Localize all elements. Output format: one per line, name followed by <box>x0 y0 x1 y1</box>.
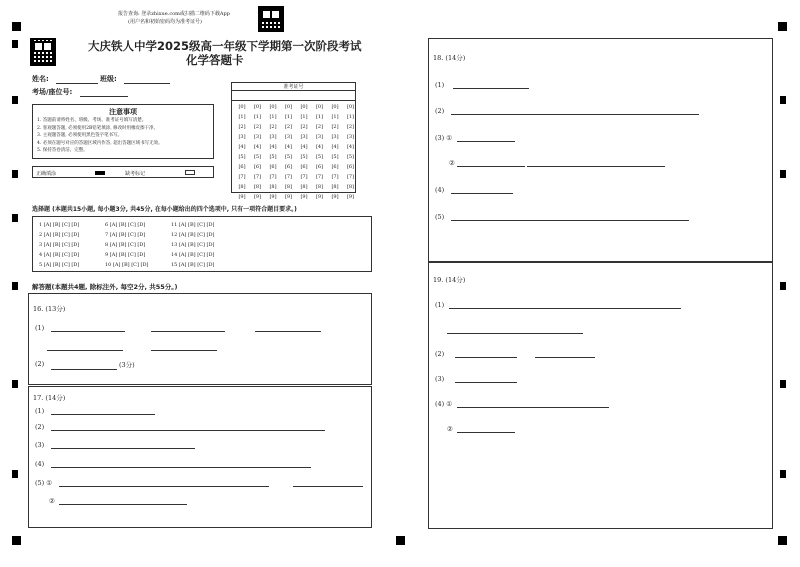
q18-part3b-label: ② <box>449 159 455 167</box>
exam-digit-bubble[interactable]: [1] <box>331 114 339 120</box>
exam-digit-bubble[interactable]: [0] <box>269 104 277 110</box>
notice-item: 1. 答题前请将姓名、班级、考场、准考证号填写清楚。 <box>37 118 147 123</box>
q16-part2-score: (3分) <box>119 361 135 369</box>
q19-answer-line[interactable] <box>449 308 681 309</box>
q17-answer-line[interactable] <box>51 467 311 468</box>
q18-heading: 18. (14分) <box>433 54 466 62</box>
mc-question[interactable]: 13 [A] [B] [C] [D] <box>171 242 215 248</box>
exam-digit-bubble[interactable]: [4] <box>300 144 308 150</box>
exam-digit-bubble[interactable]: [8] <box>315 184 324 190</box>
timing-mark <box>12 536 21 545</box>
mc-question[interactable]: 4 [A] [B] [C] [D] <box>39 252 80 258</box>
timing-mark <box>780 170 786 178</box>
exam-digit-bubble[interactable]: [1] <box>300 114 308 120</box>
exam-digit-bubble[interactable]: [2] <box>300 124 308 130</box>
timing-mark <box>780 282 786 290</box>
q18-answer-line[interactable] <box>451 220 689 221</box>
exam-digit-bubble[interactable]: [0] <box>300 104 308 110</box>
q16-part2-label: (2) <box>35 360 45 368</box>
exam-digit-bubble[interactable]: [0] <box>253 104 262 110</box>
exam-digit-column <box>314 102 326 202</box>
timing-mark <box>12 170 18 178</box>
top-note-sub: (用户名和初始密码均为准考证号) <box>128 19 202 25</box>
exam-digit-bubble[interactable]: [3] <box>300 134 308 140</box>
q19-answer-line[interactable] <box>535 357 595 358</box>
exam-digit-bubble[interactable]: [9] <box>284 194 293 200</box>
exam-digit-bubble[interactable]: [0] <box>238 104 246 110</box>
exam-digit-bubble[interactable]: [6] <box>346 164 355 170</box>
q16-answer-line[interactable] <box>51 369 117 370</box>
name-field[interactable] <box>56 83 98 84</box>
exam-digit-bubble[interactable]: [2] <box>269 124 277 130</box>
q18-part4-label: (4) <box>435 186 445 194</box>
timing-mark <box>12 380 18 388</box>
q18-part5-label: (5) <box>435 213 445 221</box>
exam-digit-column <box>329 102 341 202</box>
q16-part1-label: (1) <box>35 324 45 332</box>
q17-part2-label: (2) <box>35 423 45 431</box>
timing-mark <box>12 40 18 48</box>
exam-digit-bubble[interactable]: [3] <box>346 134 355 140</box>
exam-digit-bubble[interactable]: [8] <box>269 184 277 190</box>
q16-box <box>28 293 372 385</box>
exam-digit-bubble[interactable]: [2] <box>315 124 324 130</box>
notice-item: 2. 客观题答题, 必须使用2B铅笔填涂, 修改时用橡皮擦干净。 <box>37 125 159 131</box>
q17-answer-line[interactable] <box>59 486 269 487</box>
timing-mark <box>12 96 18 104</box>
mc-question[interactable]: 11 [A] [B] [C] [D] <box>171 222 215 228</box>
exam-digit-bubble[interactable]: [7] <box>331 174 339 180</box>
exam-digit-bubble[interactable]: [5] <box>269 154 277 160</box>
q19-box <box>428 262 773 529</box>
q18-part1-label: (1) <box>435 81 445 89</box>
mc-question[interactable]: 9 [A] [B] [C] [D] <box>105 252 146 258</box>
exam-digit-bubble[interactable]: [1] <box>253 114 262 120</box>
mc-question[interactable]: 8 [A] [B] [C] [D] <box>105 242 146 248</box>
q19-part4-label: (4) ① <box>435 400 453 408</box>
exam-number-box <box>231 82 356 200</box>
q17-answer-line[interactable] <box>51 414 155 415</box>
exam-digit-bubble[interactable]: [4] <box>253 144 262 150</box>
q17-answer-line[interactable] <box>293 486 363 487</box>
exam-digit-bubble[interactable]: [5] <box>315 154 324 160</box>
q16-heading: 16. (13分) <box>33 305 66 313</box>
q17-answer-line[interactable] <box>51 430 325 431</box>
exam-digit-bubble[interactable]: [5] <box>284 154 293 160</box>
fill-legend <box>32 166 214 178</box>
exam-subtitle: 化学答题卡 <box>186 53 244 67</box>
qr-code-icon <box>258 6 284 32</box>
exam-digit-bubble[interactable]: [2] <box>253 124 262 130</box>
mc-question[interactable]: 15 [A] [B] [C] [D] <box>171 262 215 268</box>
exam-digit-bubble[interactable]: [7] <box>346 174 355 180</box>
exam-digit-bubble[interactable]: [2] <box>346 124 355 130</box>
exam-digit-bubble[interactable]: [4] <box>284 144 293 150</box>
timing-mark <box>396 536 405 545</box>
exam-digit-bubble[interactable]: [1] <box>284 114 293 120</box>
class-label: 班级: <box>100 75 117 83</box>
exam-title: 大庆铁人中学2025级高一年级下学期第一次阶段考试 <box>88 39 362 53</box>
exam-digit-bubble[interactable]: [0] <box>346 104 355 110</box>
exam-digit-bubble[interactable]: [0] <box>331 104 339 110</box>
exam-digit-bubble[interactable]: [9] <box>253 194 262 200</box>
exam-digit-bubble[interactable]: [5] <box>346 154 355 160</box>
exam-digit-bubble[interactable]: [6] <box>315 164 324 170</box>
room-field[interactable] <box>80 96 128 97</box>
timing-mark <box>12 470 18 478</box>
timing-mark <box>778 536 787 545</box>
exam-digit-bubble[interactable]: [2] <box>331 124 339 130</box>
exam-digit-bubble[interactable]: [1] <box>315 114 324 120</box>
notice-item: 3. 主观题答题, 必须使用黑色签字笔书写。 <box>37 133 123 138</box>
mc-box <box>32 216 372 272</box>
exam-digit-bubble[interactable]: [9] <box>331 194 339 200</box>
exam-digit-bubble[interactable]: [6] <box>300 164 308 170</box>
exam-digit-bubble[interactable]: [9] <box>269 194 277 200</box>
fr-title: 解答题(本题共4题, 除标注外, 每空2分, 共55分。) <box>32 283 178 291</box>
exam-digit-bubble[interactable]: [9] <box>300 194 308 200</box>
exam-digit-column <box>298 102 310 202</box>
q18-box <box>428 38 773 262</box>
exam-digit-bubble[interactable]: [4] <box>269 144 277 150</box>
q19-part3-label: (3) <box>435 375 445 383</box>
exam-digit-bubble[interactable]: [3] <box>253 134 262 140</box>
q18-answer-line[interactable] <box>451 193 513 194</box>
exam-digit-bubble[interactable]: [3] <box>315 134 324 140</box>
exam-digit-bubble[interactable]: [8] <box>346 184 355 190</box>
correct-fill-swatch <box>95 171 105 175</box>
exam-digit-bubble[interactable]: [9] <box>346 194 355 200</box>
correct-fill-label: 正确填涂 <box>36 171 57 177</box>
exam-digit-bubble[interactable]: [4] <box>346 144 355 150</box>
exam-digit-bubble[interactable]: [8] <box>284 184 293 190</box>
exam-digit-bubble[interactable]: [9] <box>238 194 246 200</box>
class-field[interactable] <box>124 83 170 84</box>
exam-digit-bubble[interactable]: [8] <box>331 184 339 190</box>
timing-mark <box>12 282 18 290</box>
q19-part1-label: (1) <box>435 301 445 309</box>
exam-digit-bubble[interactable]: [6] <box>331 164 339 170</box>
absent-mark-label: 缺考标记 <box>125 171 146 177</box>
q18-answer-line[interactable] <box>457 166 525 167</box>
notice-item: 4. 必须在题号对应的答题区域内作答, 超出答题区域书写无效。 <box>37 140 163 146</box>
exam-digit-bubble[interactable]: [7] <box>284 174 293 180</box>
exam-digit-bubble[interactable]: [5] <box>253 154 262 160</box>
exam-digit-column <box>236 102 248 202</box>
exam-digit-bubble[interactable]: [6] <box>269 164 277 170</box>
exam-digit-bubble[interactable]: [6] <box>238 164 246 170</box>
mc-question[interactable]: 2 [A] [B] [C] [D] <box>39 232 80 238</box>
exam-digit-bubble[interactable]: [0] <box>284 104 293 110</box>
notice-box <box>32 104 214 159</box>
q19-answer-line[interactable] <box>457 432 515 433</box>
exam-number-title: 准考证号 <box>232 83 355 91</box>
q18-answer-line[interactable] <box>451 114 699 115</box>
exam-digit-bubble[interactable]: [3] <box>284 134 293 140</box>
timing-mark <box>780 96 786 104</box>
mc-question[interactable]: 1 [A] [B] [C] [D] <box>39 222 80 228</box>
mc-question[interactable]: 6 [A] [B] [C] [D] <box>105 222 146 228</box>
exam-digit-bubble[interactable]: [7] <box>238 174 246 180</box>
exam-digit-column <box>345 102 357 202</box>
room-label: 考场/座位号: <box>32 88 73 96</box>
exam-digit-column <box>283 102 295 202</box>
q17-part5b-label: ② <box>49 497 55 505</box>
exam-digit-bubble[interactable]: [0] <box>315 104 324 110</box>
mc-title: 选择题 (本题共15小题, 每小题3分, 共45分, 在每小题给出的四个选项中, 只有一项符合题目要求。) <box>32 206 297 213</box>
q19-answer-line[interactable] <box>455 382 517 383</box>
exam-digit-bubble[interactable]: [5] <box>238 154 246 160</box>
q18-answer-line[interactable] <box>453 88 529 89</box>
name-label: 姓名: <box>32 75 49 83</box>
mc-question[interactable]: 7 [A] [B] [C] [D] <box>105 232 146 238</box>
exam-digit-bubble[interactable]: [8] <box>253 184 262 190</box>
q16-answer-line[interactable] <box>151 331 225 332</box>
exam-digit-bubble[interactable]: [2] <box>284 124 293 130</box>
exam-digit-bubble[interactable]: [7] <box>269 174 277 180</box>
exam-digit-bubble[interactable]: [4] <box>315 144 324 150</box>
exam-digit-bubble[interactable]: [4] <box>238 144 246 150</box>
notice-title: 注意事项 <box>109 108 137 116</box>
q17-part3-label: (3) <box>35 441 45 449</box>
exam-digit-bubble[interactable]: [7] <box>315 174 324 180</box>
mc-question[interactable]: 10 [A] [B] [C] [D] <box>105 262 149 268</box>
q16-answer-line[interactable] <box>47 350 123 351</box>
q18-part2-label: (2) <box>435 107 445 115</box>
q19-answer-line[interactable] <box>455 357 517 358</box>
exam-digit-bubble[interactable]: [5] <box>300 154 308 160</box>
q18-answer-line[interactable] <box>457 141 515 142</box>
exam-digit-bubble[interactable]: [1] <box>238 114 246 120</box>
q16-answer-line[interactable] <box>51 331 125 332</box>
exam-digit-column <box>252 102 264 202</box>
absent-mark-box[interactable] <box>185 170 195 175</box>
mc-question[interactable]: 5 [A] [B] [C] [D] <box>39 262 80 268</box>
timing-mark <box>12 22 21 31</box>
exam-digit-bubble[interactable]: [4] <box>331 144 339 150</box>
timing-mark <box>780 470 786 478</box>
q16-answer-line[interactable] <box>255 331 321 332</box>
exam-digit-bubble[interactable]: [7] <box>300 174 308 180</box>
exam-digit-column <box>267 102 279 202</box>
q18-answer-line[interactable] <box>527 166 665 167</box>
q17-answer-line[interactable] <box>51 448 195 449</box>
timing-mark <box>780 380 786 388</box>
q17-part4-label: (4) <box>35 460 45 468</box>
q19-heading: 19. (14分) <box>433 276 466 284</box>
q17-answer-line[interactable] <box>59 504 187 505</box>
exam-digit-bubble[interactable]: [2] <box>238 124 246 130</box>
exam-digit-bubble[interactable]: [8] <box>300 184 308 190</box>
exam-digit-bubble[interactable]: [1] <box>346 114 355 120</box>
timing-mark <box>12 214 18 222</box>
q17-box <box>28 386 372 528</box>
exam-digit-bubble[interactable]: [3] <box>238 134 246 140</box>
q18-part3-label: (3) ① <box>435 134 453 142</box>
exam-digit-bubble[interactable]: [7] <box>253 174 262 180</box>
exam-digit-bubble[interactable]: [6] <box>284 164 293 170</box>
exam-digit-bubble[interactable]: [5] <box>331 154 339 160</box>
q17-part1-label: (1) <box>35 407 45 415</box>
top-note: 报告查询: 登录zhixue.com或扫描二维码下载App <box>118 11 230 17</box>
q16-answer-line[interactable] <box>151 350 217 351</box>
notice-item: 5. 保持答卷清洁、完整。 <box>37 148 88 153</box>
qr-code-icon <box>30 38 56 66</box>
q19-answer-line[interactable] <box>457 407 609 408</box>
q19-answer-line[interactable] <box>447 333 583 334</box>
mc-question[interactable]: 3 [A] [B] [C] [D] <box>39 242 80 248</box>
mc-question[interactable]: 12 [A] [B] [C] [D] <box>171 232 215 238</box>
q17-part5-label: (5) ① <box>35 479 53 487</box>
exam-number-bubbles[interactable] <box>232 101 355 200</box>
q19-part4b-label: ② <box>447 425 453 433</box>
exam-digit-bubble[interactable]: [6] <box>253 164 262 170</box>
exam-digit-bubble[interactable]: [9] <box>315 194 324 200</box>
exam-digit-bubble[interactable]: [3] <box>331 134 339 140</box>
mc-question[interactable]: 14 [A] [B] [C] [D] <box>171 252 215 258</box>
q17-heading: 17. (14分) <box>33 394 66 402</box>
exam-digit-bubble[interactable]: [3] <box>269 134 277 140</box>
q19-part2-label: (2) <box>435 350 445 358</box>
timing-mark <box>778 22 787 31</box>
exam-digit-bubble[interactable]: [8] <box>238 184 246 190</box>
exam-digit-bubble[interactable]: [1] <box>269 114 277 120</box>
